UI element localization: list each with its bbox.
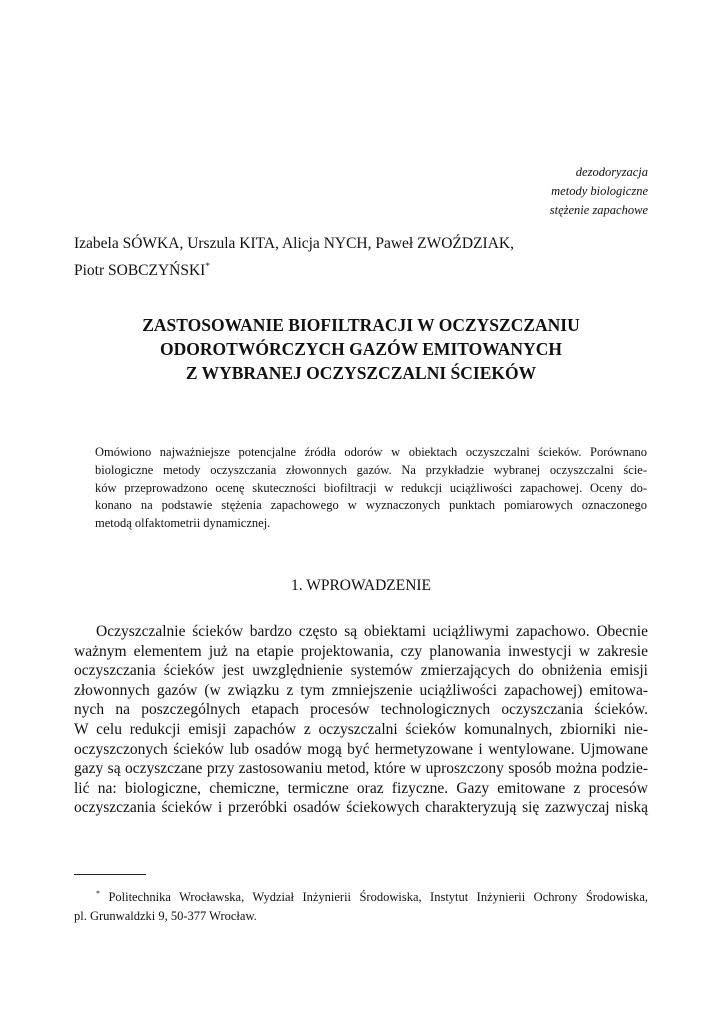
keyword: dezodoryzacja xyxy=(575,165,648,179)
title-line: ODOROTWÓRCZYCH GAZÓW EMITOWANYCH xyxy=(160,339,562,359)
authors-line xyxy=(74,255,654,282)
body-line: oczyszczania ścieków i przeróbki osadów ściekowych charakteryzują się zazwyczaj niską xyxy=(74,799,648,817)
body-line: Oczyszczalnie ścieków bardzo często są obiektami uciążliwymi zapachowo. Obecnie xyxy=(96,623,648,640)
body-line: oczyszczania ścieków jest uwzględnienie systemów zmierzających do obniżenia emisji xyxy=(74,662,648,680)
body-line: nych na poszczególnych etapach procesów technologicznych oczyszczania ścieków. xyxy=(74,701,648,719)
keywords-block xyxy=(550,163,648,220)
abstract-line: Omówiono najważniejsze potencjalne źródła odorów w obiektach oczyszczalni ścieków. Porównano xyxy=(95,445,647,459)
section-heading: 1. WPROWADZENIE xyxy=(290,577,432,594)
body-line: W celu redukcji emisji zapachów z oczyszczalni ścieków komunalnych, zbiorniki nie- xyxy=(74,720,648,738)
body-paragraph xyxy=(74,622,648,818)
body-line: złowonnych gazów (w związku z tym zmniejszenie uciążliwości zapachowej) emitowa- xyxy=(74,681,648,699)
title-line: Z WYBRANEJ OCZYSZCZALNI ŚCIEKÓW xyxy=(185,363,537,383)
abstract-line: biologiczne metody oczyszczania złowonnych gazów. Na przykładzie wybranej oczyszczalni ście- xyxy=(95,462,647,477)
footnote-divider xyxy=(74,874,146,875)
abstract xyxy=(95,444,647,533)
footnote-marker: * xyxy=(205,261,210,271)
abstract-line: konano na podstawie stężenia zapachowego w wyznaczonych punktach pomiarowych oznaczonego xyxy=(95,498,647,513)
footnote-line: pl. Grunwaldzki 9, 50-377 Wrocław. xyxy=(74,909,257,924)
body-line: ważnym elementem już na etapie projektowania, czy planowania inwestycji w zakresie xyxy=(74,642,648,660)
authors-line: Izabela SÓWKA, Urszula KITA, Alicja NYCH, Paweł ZWOŹDZIAK, xyxy=(74,235,514,252)
authors-block xyxy=(74,232,654,282)
footnote-affiliation: Politechnika Wrocławska, Wydział Inżynierii Środowiska, Instytut Inżynierii Ochrony Środowiska, xyxy=(108,890,649,905)
footnote-marker: * xyxy=(96,889,100,898)
footnote-line xyxy=(74,884,648,907)
body-line: lić na: biologiczne, chemiczne, termiczne oraz fizyczne. Gazy emitowane z procesów xyxy=(74,779,648,797)
keyword: stężenie zapachowe xyxy=(549,203,648,217)
keyword: metody biologiczne xyxy=(551,184,648,198)
abstract-line: ków przeprowadzono ocenę skuteczności biofiltracji w redukcji uciążliwości zapachowej. Oceny do- xyxy=(95,480,647,495)
author-name: Piotr SOBCZYŃSKI xyxy=(74,262,206,280)
body-line: gazy są oczyszczane przy zastosowaniu metod, które w uproszczony sposób można podzie- xyxy=(74,760,648,778)
footnote xyxy=(74,884,648,926)
paper-title xyxy=(60,313,662,385)
title-line: ZASTOSOWANIE BIOFILTRACJI W OCZYSZCZANIU xyxy=(142,315,580,335)
abstract-line: metodą olfaktometrii dynamicznej. xyxy=(95,516,271,531)
body-line: oczyszczonych ścieków lub osadów mogą być hermetyzowane i wentylowane. Ujmowane xyxy=(74,740,648,758)
